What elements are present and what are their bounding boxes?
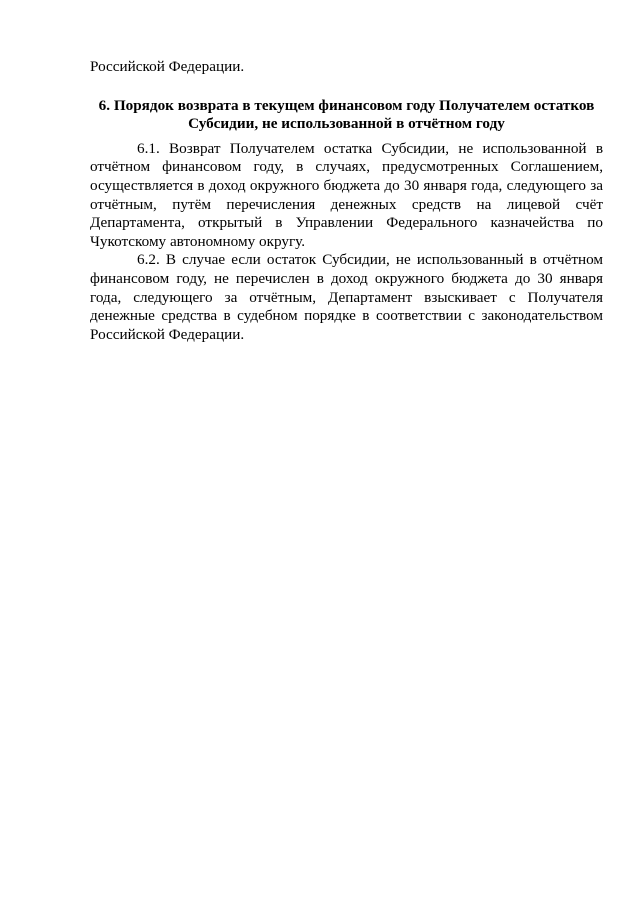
carryover-text: Российской Федерации. xyxy=(90,58,245,75)
paragraph-6-1: 6.1. Возврат Получателем остатка Субсидии, не использованной в отчётном финансовом году, в случаях, предусмотренных Соглашением, осуществляется в доход окружного бюджета до 30 января года, следующего за отчётным, путём перечисления денежных средств на лицевой счёт Департамента, открытый в Управлении Федерального казначейства по Чукотскому автономному округу. xyxy=(90,139,603,250)
document-page xyxy=(90,58,603,344)
section-heading: 6. Порядок возврата в текущем финансовом году Получателем остатков Субсидии, не использованной в отчётном году xyxy=(98,96,595,133)
paragraph-6-2: 6.2. В случае если остаток Субсидии, не использованный в отчётном финансовом году, не перечислен в доход окружного бюджета до 30 января года, следующего за отчётным, Департамент взыскивает с Получателя денежные средства в судебном порядке в соответствии с законодательством Российской Федерации. xyxy=(90,251,603,343)
